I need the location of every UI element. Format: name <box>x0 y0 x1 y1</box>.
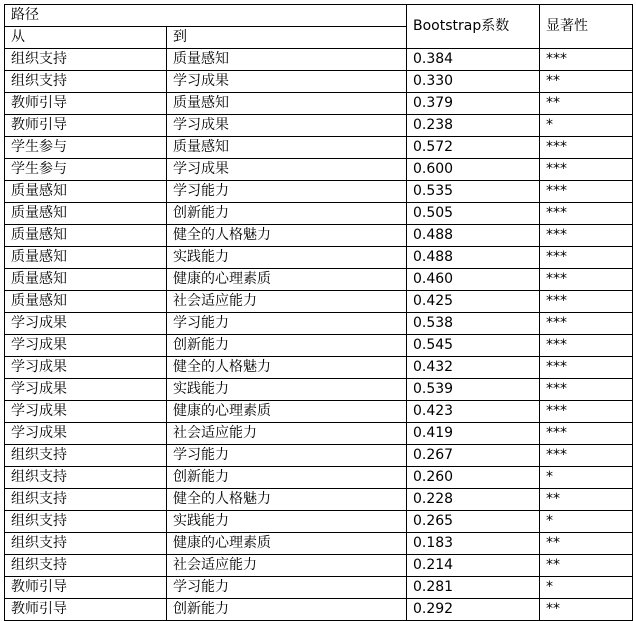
cell-to: 社会适应能力 <box>167 423 407 445</box>
table-row <box>5 225 633 247</box>
table-row <box>5 115 633 137</box>
cell-coefficient: 0.423 <box>407 401 540 423</box>
table-row <box>5 511 633 533</box>
cell-to: 创新能力 <box>167 599 407 621</box>
cell-significance: ** <box>540 599 633 621</box>
cell-to: 健康的心理素质 <box>167 401 407 423</box>
cell-to: 学习能力 <box>167 313 407 335</box>
cell-coefficient: 0.384 <box>407 49 540 71</box>
cell-from: 学习成果 <box>5 423 167 445</box>
table-row <box>5 401 633 423</box>
cell-coefficient: 0.538 <box>407 313 540 335</box>
cell-to: 创新能力 <box>167 335 407 357</box>
cell-significance: *** <box>540 445 633 467</box>
cell-to: 实践能力 <box>167 247 407 269</box>
cell-from: 组织支持 <box>5 71 167 93</box>
cell-from: 组织支持 <box>5 445 167 467</box>
cell-from: 教师引导 <box>5 115 167 137</box>
cell-coefficient: 0.572 <box>407 137 540 159</box>
cell-from: 教师引导 <box>5 577 167 599</box>
cell-significance: *** <box>540 269 633 291</box>
cell-coefficient: 0.228 <box>407 489 540 511</box>
cell-to: 创新能力 <box>167 203 407 225</box>
cell-from: 学习成果 <box>5 401 167 423</box>
cell-to: 实践能力 <box>167 379 407 401</box>
path-coefficient-table <box>4 4 633 621</box>
cell-coefficient: 0.539 <box>407 379 540 401</box>
cell-significance: * <box>540 115 633 137</box>
cell-from: 组织支持 <box>5 49 167 71</box>
cell-to: 学习成果 <box>167 115 407 137</box>
table-row <box>5 71 633 93</box>
cell-coefficient: 0.238 <box>407 115 540 137</box>
cell-to: 学习能力 <box>167 445 407 467</box>
cell-significance: ** <box>540 533 633 555</box>
header-significance: 显著性 <box>540 5 633 49</box>
table-row <box>5 423 633 445</box>
cell-significance: *** <box>540 49 633 71</box>
cell-significance: * <box>540 511 633 533</box>
cell-significance: *** <box>540 357 633 379</box>
cell-from: 教师引导 <box>5 599 167 621</box>
cell-from: 质量感知 <box>5 247 167 269</box>
cell-coefficient: 0.330 <box>407 71 540 93</box>
cell-to: 创新能力 <box>167 467 407 489</box>
table-row <box>5 335 633 357</box>
cell-coefficient: 0.545 <box>407 335 540 357</box>
cell-from: 质量感知 <box>5 225 167 247</box>
cell-significance: * <box>540 577 633 599</box>
table-row <box>5 577 633 599</box>
cell-coefficient: 0.183 <box>407 533 540 555</box>
cell-coefficient: 0.488 <box>407 247 540 269</box>
cell-to: 健全的人格魅力 <box>167 489 407 511</box>
cell-to: 社会适应能力 <box>167 291 407 313</box>
cell-from: 组织支持 <box>5 533 167 555</box>
header-to: 到 <box>167 27 407 49</box>
cell-from: 组织支持 <box>5 511 167 533</box>
table-row <box>5 49 633 71</box>
cell-significance: *** <box>540 247 633 269</box>
header-bootstrap-coefficient: Bootstrap系数 <box>407 5 540 49</box>
header-from: 从 <box>5 27 167 49</box>
cell-significance: ** <box>540 71 633 93</box>
table-row <box>5 203 633 225</box>
cell-to: 质量感知 <box>167 49 407 71</box>
cell-to: 学习能力 <box>167 577 407 599</box>
cell-from: 学习成果 <box>5 335 167 357</box>
cell-from: 学生参与 <box>5 159 167 181</box>
table-row <box>5 291 633 313</box>
cell-coefficient: 0.214 <box>407 555 540 577</box>
header-path: 路径 <box>5 5 407 27</box>
cell-coefficient: 0.488 <box>407 225 540 247</box>
cell-from: 组织支持 <box>5 555 167 577</box>
cell-significance: *** <box>540 291 633 313</box>
cell-to: 学习成果 <box>167 71 407 93</box>
cell-to: 社会适应能力 <box>167 555 407 577</box>
cell-significance: *** <box>540 203 633 225</box>
table-row <box>5 599 633 621</box>
cell-significance: ** <box>540 489 633 511</box>
cell-significance: *** <box>540 225 633 247</box>
table-row <box>5 445 633 467</box>
cell-coefficient: 0.265 <box>407 511 540 533</box>
table-row <box>5 93 633 115</box>
cell-coefficient: 0.267 <box>407 445 540 467</box>
cell-to: 学习成果 <box>167 159 407 181</box>
cell-from: 学习成果 <box>5 357 167 379</box>
cell-significance: *** <box>540 137 633 159</box>
cell-from: 组织支持 <box>5 467 167 489</box>
table-row <box>5 467 633 489</box>
cell-significance: *** <box>540 159 633 181</box>
table-row <box>5 489 633 511</box>
cell-to: 质量感知 <box>167 137 407 159</box>
table-row <box>5 269 633 291</box>
cell-from: 学习成果 <box>5 379 167 401</box>
cell-coefficient: 0.535 <box>407 181 540 203</box>
cell-from: 质量感知 <box>5 181 167 203</box>
cell-coefficient: 0.260 <box>407 467 540 489</box>
table-row <box>5 159 633 181</box>
cell-coefficient: 0.281 <box>407 577 540 599</box>
cell-to: 健全的人格魅力 <box>167 225 407 247</box>
cell-significance: *** <box>540 313 633 335</box>
cell-from: 质量感知 <box>5 203 167 225</box>
table-row <box>5 555 633 577</box>
cell-significance: *** <box>540 335 633 357</box>
cell-to: 健康的心理素质 <box>167 533 407 555</box>
table-row <box>5 357 633 379</box>
cell-significance: *** <box>540 423 633 445</box>
cell-coefficient: 0.379 <box>407 93 540 115</box>
table-row <box>5 247 633 269</box>
cell-from: 教师引导 <box>5 93 167 115</box>
cell-significance: ** <box>540 93 633 115</box>
cell-from: 质量感知 <box>5 269 167 291</box>
cell-to: 健康的心理素质 <box>167 269 407 291</box>
cell-coefficient: 0.432 <box>407 357 540 379</box>
cell-from: 学生参与 <box>5 137 167 159</box>
cell-significance: * <box>540 467 633 489</box>
table-row <box>5 137 633 159</box>
cell-to: 学习能力 <box>167 181 407 203</box>
cell-to: 质量感知 <box>167 93 407 115</box>
table-body <box>5 49 633 621</box>
cell-significance: *** <box>540 401 633 423</box>
cell-coefficient: 0.600 <box>407 159 540 181</box>
cell-significance: ** <box>540 555 633 577</box>
cell-from: 组织支持 <box>5 489 167 511</box>
cell-coefficient: 0.419 <box>407 423 540 445</box>
cell-to: 实践能力 <box>167 511 407 533</box>
cell-coefficient: 0.460 <box>407 269 540 291</box>
cell-coefficient: 0.292 <box>407 599 540 621</box>
cell-significance: *** <box>540 181 633 203</box>
table-row <box>5 181 633 203</box>
cell-to: 健全的人格魅力 <box>167 357 407 379</box>
table-row <box>5 313 633 335</box>
cell-significance: *** <box>540 379 633 401</box>
cell-from: 质量感知 <box>5 291 167 313</box>
cell-coefficient: 0.425 <box>407 291 540 313</box>
cell-from: 学习成果 <box>5 313 167 335</box>
cell-coefficient: 0.505 <box>407 203 540 225</box>
table-row <box>5 533 633 555</box>
table-row <box>5 379 633 401</box>
